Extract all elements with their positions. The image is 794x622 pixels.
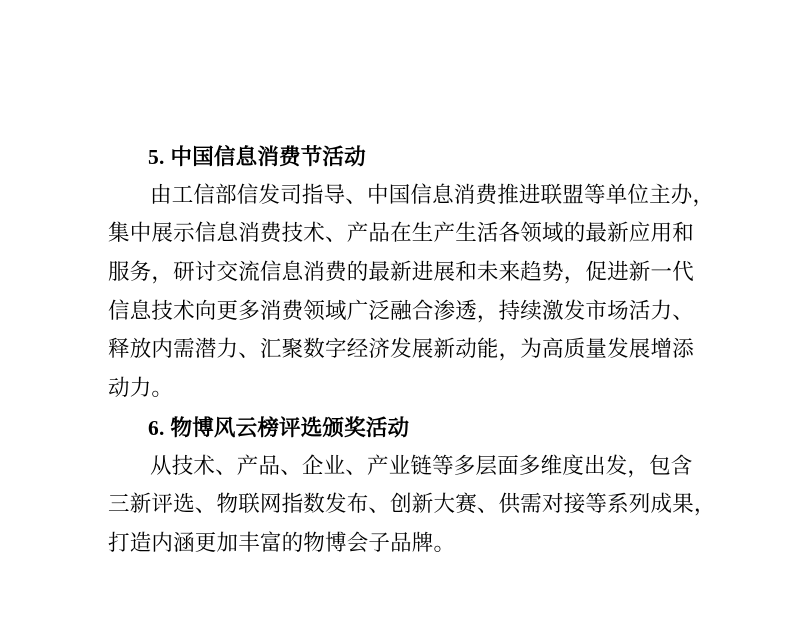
section-number: 5. — [148, 145, 165, 169]
paragraph-line: 服务，研讨交流信息消费的最新进展和未来趋势，促进新一代 — [108, 260, 694, 286]
section-heading-6 — [108, 409, 698, 448]
document-body — [108, 138, 716, 564]
paragraph-line: 三新评选、物联网指数发布、创新大赛、供需对接等系列成果， — [108, 492, 716, 518]
paragraph-line: 动力。 — [108, 376, 174, 402]
section-heading-5 — [108, 138, 698, 177]
section-title: 中国信息消费节活动 — [170, 145, 366, 170]
paragraph-line: 打造内涵更加丰富的物博会子品牌。 — [108, 530, 456, 556]
section-number: 6. — [148, 415, 165, 440]
paragraph-line: 由工信部信发司指导、中国信息消费推进联盟等单位主办， — [150, 182, 715, 208]
paragraph-line: 集中展示信息消费技术、产品在生产生活各领域的最新应用和 — [108, 221, 694, 247]
paragraph-line: 释放内需潜力、汇聚数字经济发展新动能，为高质量发展增添 — [108, 337, 694, 363]
paragraph-line: 从技术、产品、企业、产业链等多层面多维度出发，包含 — [150, 453, 693, 479]
paragraph-line: 信息技术向更多消费领域广泛融合渗透，持续激发市场活力、 — [108, 298, 694, 324]
section-title: 物博风云榜评选颁奖活动 — [170, 415, 410, 441]
